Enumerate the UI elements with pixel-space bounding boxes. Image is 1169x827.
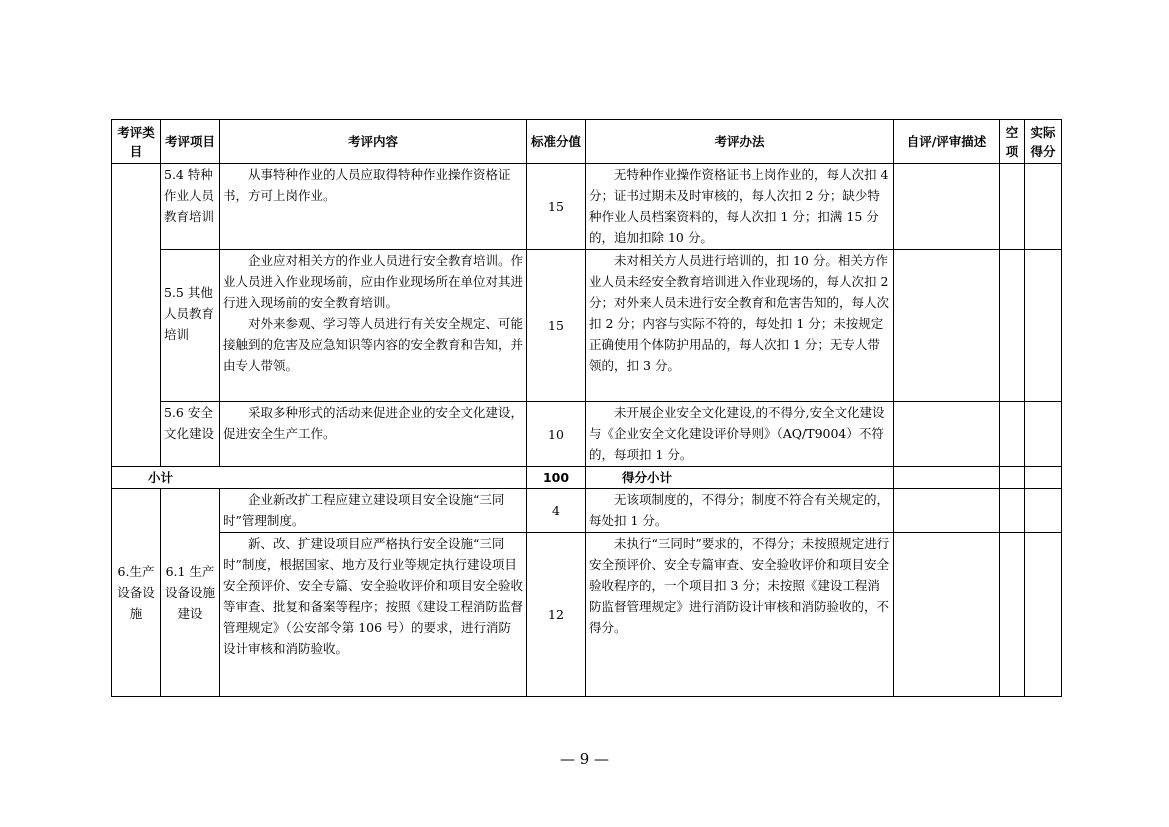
na-cell[interactable] xyxy=(1000,250,1025,402)
header-item: 考评项目 xyxy=(161,120,220,164)
header-score: 标准分值 xyxy=(527,120,586,164)
content-cell xyxy=(220,533,527,697)
content-cell xyxy=(220,402,527,467)
method-text: 无特种作业操作资格证书上岗作业的，每人次扣 4 分；证书过期未及时审核的，每人次扣 2 分；缺少特种作业人员档案资料的，每人次扣 1 分；扣满 15 分的，追加扣除 10 分。 xyxy=(589,167,889,245)
self-eval-cell[interactable] xyxy=(894,467,1000,489)
page-number: — 9 — xyxy=(559,750,610,768)
self-eval-cell[interactable] xyxy=(894,250,1000,402)
content-cell xyxy=(220,489,527,533)
content-text: 从事特种作业的人员应取得特种作业操作资格证书，方可上岗作业。 xyxy=(223,167,511,203)
actual-score-cell[interactable] xyxy=(1025,164,1062,250)
score-cell: 15 xyxy=(527,164,586,250)
actual-score-cell[interactable] xyxy=(1025,467,1062,489)
header-actual: 实际得分 xyxy=(1025,120,1062,164)
actual-score-cell[interactable] xyxy=(1025,489,1062,533)
method-text: 未开展企业安全文化建设,的不得分,安全文化建设与《企业安全文化建设评价导则》（AQ/T9004）不符的，每项扣 1 分。 xyxy=(589,405,885,462)
content-text: 对外来参观、学习等人员进行有关安全规定、可能接触到的危害及应急知识等内容的安全教育和告知，并由专人带领。 xyxy=(223,316,524,373)
subtotal-desc-label: 得分小计 xyxy=(586,467,894,489)
category-cell: 6.生产设备设施 xyxy=(112,489,161,697)
method-text: 未对相关方人员进行培训的，扣 10 分。相关方作业人员未经安全教育培训进入作业现场的，每人次扣 2 分；对外来人员未进行安全教育和危害告知的，每人次扣 2 分；内容与实际不符的，每处扣 1 分；未按规定正确使用个体防护用品的，每人次扣 1 分；无专人带领的，扣 3 分。 xyxy=(589,253,890,373)
table-row xyxy=(112,489,1062,533)
self-eval-cell[interactable] xyxy=(894,489,1000,533)
header-content: 考评内容 xyxy=(220,120,527,164)
score-cell: 4 xyxy=(527,489,586,533)
na-cell[interactable] xyxy=(1000,533,1025,697)
na-cell[interactable] xyxy=(1000,402,1025,467)
actual-score-cell[interactable] xyxy=(1025,250,1062,402)
header-method: 考评办法 xyxy=(586,120,894,164)
method-cell xyxy=(586,533,894,697)
method-cell xyxy=(586,164,894,250)
score-cell: 10 xyxy=(527,402,586,467)
method-text: 无该项制度的，不得分；制度不符合有关规定的，每处扣 1 分。 xyxy=(589,492,890,528)
item-cell: 5.5 其他人员教育培训 xyxy=(161,250,220,402)
score-cell: 12 xyxy=(527,533,586,697)
table-row xyxy=(112,402,1062,467)
self-eval-cell[interactable] xyxy=(894,164,1000,250)
table-row xyxy=(112,250,1062,402)
content-cell xyxy=(220,164,527,250)
evaluation-table xyxy=(111,119,1062,697)
content-text: 企业新改扩工程应建立建设项目安全设施“三同时”管理制度。 xyxy=(223,492,505,528)
method-cell xyxy=(586,250,894,402)
score-cell: 15 xyxy=(527,250,586,402)
content-text: 企业应对相关方的作业人员进行安全教育培训。作业人员进入作业现场前，应由作业现场所在单位对其进行进入现场前的安全教育培训。 xyxy=(223,253,524,310)
self-eval-cell[interactable] xyxy=(894,402,1000,467)
actual-score-cell[interactable] xyxy=(1025,402,1062,467)
self-eval-cell[interactable] xyxy=(894,533,1000,697)
content-cell xyxy=(220,250,527,402)
item-cell: 6.1 生产设备设施建设 xyxy=(161,489,220,697)
subtotal-score: 100 xyxy=(527,467,586,489)
method-text: 未执行“三同时”要求的，不得分；未按照规定进行安全预评价、安全专篇审查、安全验收评价和项目安全验收程序的，一个项目扣 3 分；未按照《建设工程消防监督管理规定》进行消防设计审核和消防验收的，不得分。 xyxy=(589,536,890,635)
item-cell: 5.4 特种作业人员教育培训 xyxy=(161,164,220,250)
header-category: 考评类目 xyxy=(112,120,161,164)
actual-score-cell[interactable] xyxy=(1025,533,1062,697)
content-text: 采取多种形式的活动来促进企业的安全文化建设，促进安全生产工作。 xyxy=(223,405,524,441)
subtotal-label: 小计 xyxy=(112,467,527,489)
category-cell-empty xyxy=(112,164,161,467)
table-row xyxy=(112,164,1062,250)
na-cell[interactable] xyxy=(1000,489,1025,533)
table-header-row xyxy=(112,120,1062,164)
subtotal-row xyxy=(112,467,1062,489)
header-na: 空项 xyxy=(1000,120,1025,164)
table-row xyxy=(112,533,1062,697)
method-cell xyxy=(586,489,894,533)
na-cell[interactable] xyxy=(1000,164,1025,250)
header-self-eval: 自评/评审描述 xyxy=(894,120,1000,164)
item-cell: 5.6 安全文化建设 xyxy=(161,402,220,467)
method-cell xyxy=(586,402,894,467)
content-text: 新、改、扩建设项目应严格执行安全设施“三同时”制度，根据国家、地方及行业等规定执行建设项目安全预评价、安全专篇、安全验收评价和项目安全验收等审查、批复和备案等程序；按照《建设工程消防监督管理规定》（公安部令第 106 号）的要求，进行消防设计审核和消防验收。 xyxy=(223,536,524,656)
na-cell[interactable] xyxy=(1000,467,1025,489)
